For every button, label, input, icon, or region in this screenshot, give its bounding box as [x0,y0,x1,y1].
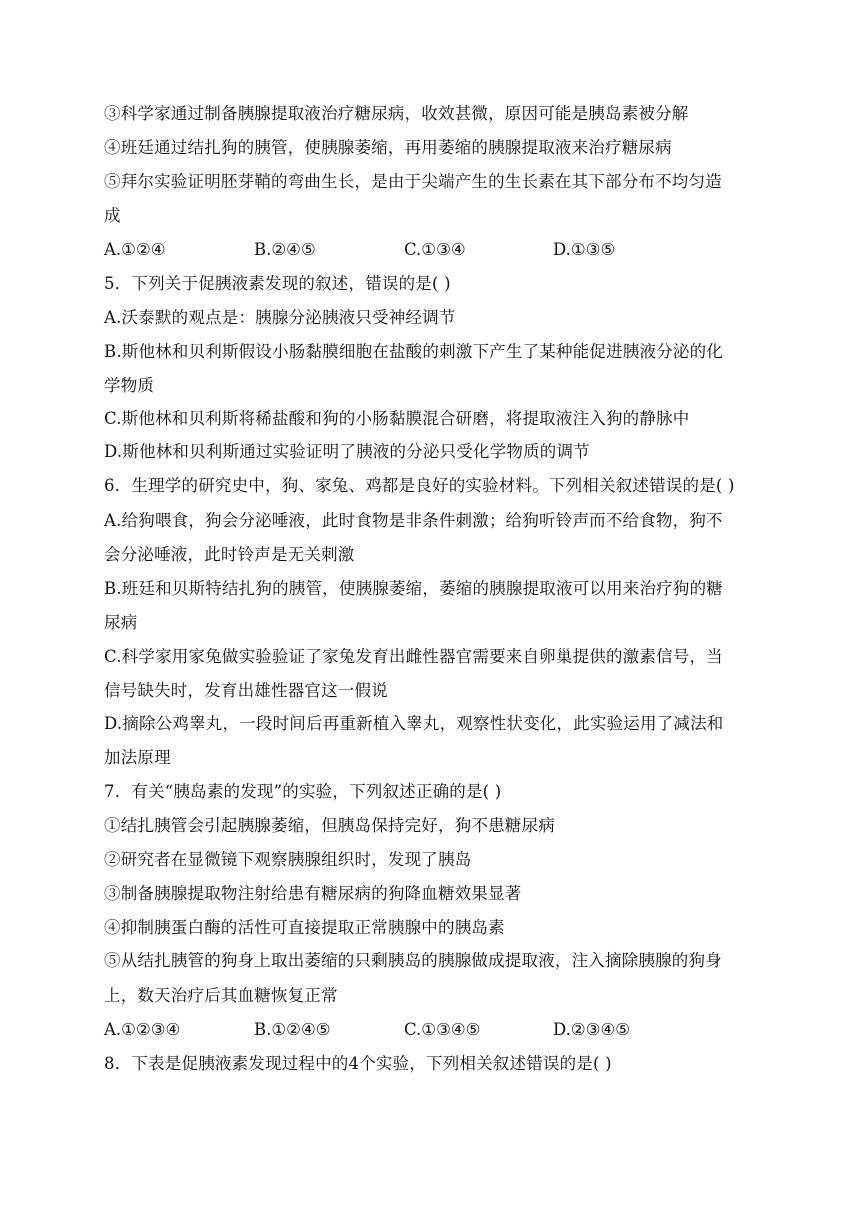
answer-options-q4 [104,239,764,261]
text-line: ⑤拜尔实验证明胚芽鞘的弯曲生长，是由于尖端产生的生长素在其下部分布不均匀造 [104,172,722,191]
text-line: 会分泌唾液，此时铃声是无关刺激 [104,545,355,564]
text-line: 成 [104,206,121,225]
text-line: ③科学家通过制备胰腺提取液治疗糖尿病，收效甚微，原因可能是胰岛素被分解 [104,104,689,123]
text-line: D.斯他林和贝利斯通过实验证明了胰液的分泌只受化学物质的调节 [104,442,590,461]
text-line: 尿病 [104,613,138,632]
text-line: ③制备胰腺提取物注射给患有糖尿病的狗降血糖效果显著 [104,884,522,903]
text-line: ⑤从结扎胰管的狗身上取出萎缩的只剩胰岛的胰腺做成提取液，注入摘除胰腺的狗身 [104,951,722,970]
question-5: 5．下列关于促胰液素发现的叙述，错误的是( ) [104,274,451,293]
text-line: D.摘除公鸡睾丸，一段时间后再重新植入睾丸，观察性状变化，此实验运用了减法和 [104,714,724,733]
text-line: ④班廷通过结扎狗的胰管，使胰腺萎缩，再用萎缩的胰腺提取液来治疗糖尿病 [104,138,672,157]
text-line: B.斯他林和贝利斯假设小肠黏膜细胞在盐酸的刺激下产生了某种能促进胰液分泌的化 [104,342,723,361]
option-d: D.①③⑤ [553,240,616,259]
answer-options-q7 [104,1019,764,1041]
text-line: ①结扎胰管会引起胰腺萎缩，但胰岛保持完好，狗不患糖尿病 [104,816,555,835]
option-b: B.②④⑤ [254,240,316,259]
text-line: ②研究者在显微镜下观察胰腺组织时，发现了胰岛 [104,850,472,869]
text-line: A.给狗喂食，狗会分泌唾液，此时食物是非条件刺激；给狗听铃声而不给食物，狗不 [104,511,723,530]
question-7: 7．有关“胰岛素的发现”的实验，下列叙述正确的是( ) [104,782,502,801]
question-6: 6．生理学的研究史中，狗、家兔、鸡都是良好的实验材料。下列相关叙述错误的是( ) [104,476,735,495]
option-b: B.①②④⑤ [254,1020,331,1039]
question-8: 8．下表是促胰液素发现过程中的4个实验，下列相关叙述错误的是( ) [104,1054,612,1073]
text-line: C.斯他林和贝利斯将稀盐酸和狗的小肠黏膜混合研磨，将提取液注入狗的静脉中 [104,409,690,428]
option-a: A.①②④ [104,240,166,259]
option-d: D.②③④⑤ [553,1020,631,1039]
text-line: 学物质 [104,376,155,395]
text-line: B.班廷和贝斯特结扎狗的胰管，使胰腺萎缩，萎缩的胰腺提取液可以用来治疗狗的糖 [104,579,723,598]
text-line: A.沃泰默的观点是：胰腺分泌胰液只受神经调节 [104,308,456,327]
text-line: C.科学家用家兔做实验验证了家兔发育出雌性器官需要来自卵巢提供的激素信号，当 [104,647,723,666]
text-line: 上，数天治疗后其血糖恢复正常 [104,986,338,1005]
text-line: 信号缺失时，发育出雄性器官这一假说 [104,681,388,700]
option-c: C.①③④ [404,240,466,259]
text-line: ④抑制胰蛋白酶的活性可直接提取正常胰腺中的胰岛素 [104,918,505,937]
text-line: 加法原理 [104,748,171,767]
option-a: A.①②③④ [104,1020,181,1039]
option-c: C.①③④⑤ [404,1020,481,1039]
